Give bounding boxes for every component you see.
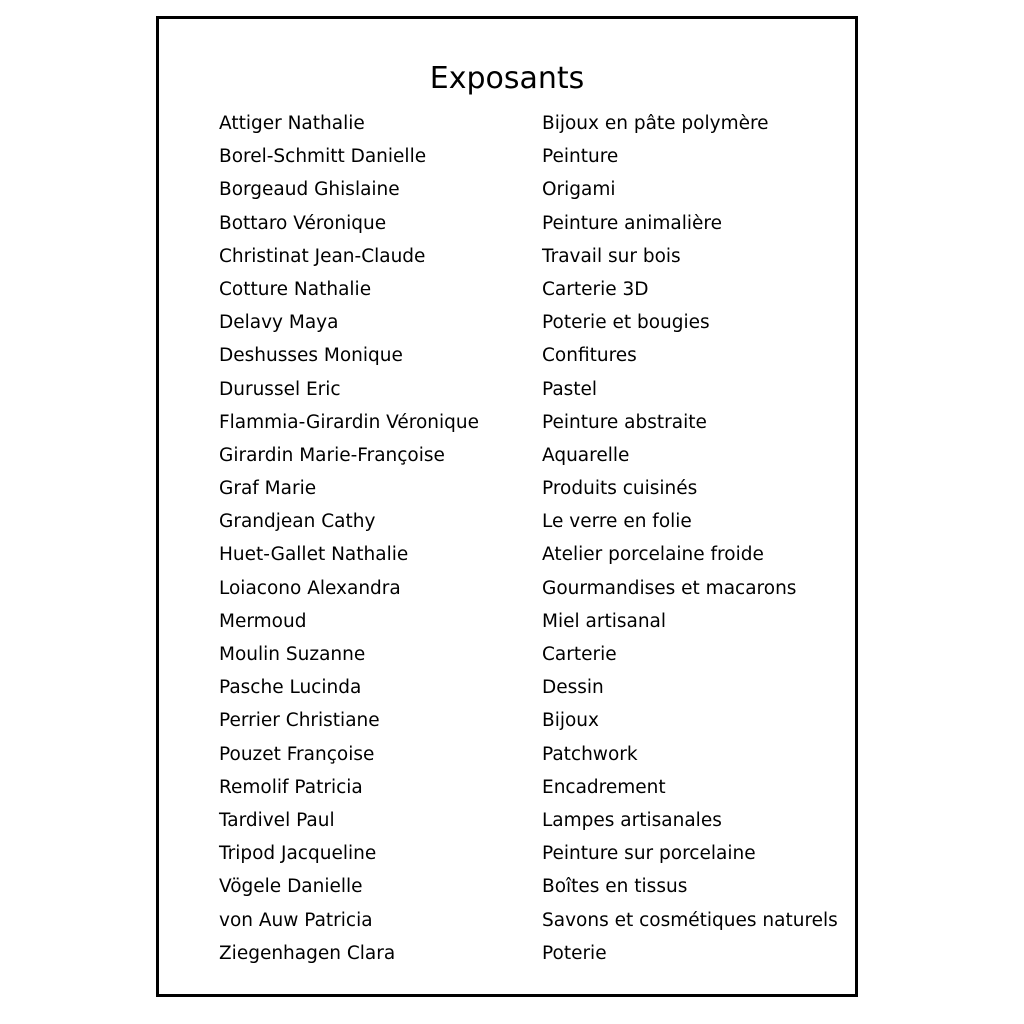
exhibitor-row	[219, 306, 839, 339]
exhibitor-row	[219, 572, 839, 605]
exhibitor-craft: Atelier porcelaine froide	[542, 544, 764, 566]
exhibitor-row	[219, 538, 839, 571]
exhibitor-craft: Peinture abstraite	[542, 411, 707, 433]
exhibitor-craft: Peinture	[542, 146, 619, 168]
exhibitor-row	[219, 904, 839, 937]
exhibitor-name: Cotture Nathalie	[219, 278, 372, 300]
exhibitor-row	[219, 870, 839, 903]
exhibitor-row	[219, 704, 839, 737]
exhibitor-row	[219, 140, 839, 173]
exhibitor-craft: Bijoux en pâte polymère	[542, 113, 769, 134]
exhibitor-row	[219, 107, 839, 140]
exhibitor-name: Attiger Nathalie	[219, 113, 365, 134]
exhibitor-craft: Peinture animalière	[542, 212, 722, 234]
exhibitor-name: Loiacono Alexandra	[219, 577, 401, 599]
exhibitor-row	[219, 771, 839, 804]
exhibitor-craft: Le verre en folie	[542, 511, 692, 533]
exhibitor-name: Bottaro Véronique	[219, 212, 387, 234]
exhibitor-row	[219, 738, 839, 771]
exhibitor-row	[219, 937, 839, 970]
exhibitor-name: Remolif Patricia	[219, 776, 363, 798]
exhibitor-craft: Lampes artisanales	[542, 809, 722, 831]
exhibitor-name: Delavy Maya	[219, 312, 339, 334]
exhibitor-name: Perrier Christiane	[219, 710, 380, 732]
exhibitor-craft: Poterie	[542, 942, 607, 964]
exhibitor-name: Graf Marie	[219, 478, 317, 500]
exhibitor-name: Flammia-Girardin Véronique	[219, 411, 480, 433]
exhibitor-row	[219, 638, 839, 671]
exhibitor-row	[219, 240, 839, 273]
exhibitor-row	[219, 339, 839, 372]
exhibitor-craft: Aquarelle	[542, 444, 630, 466]
exhibitor-craft: Bijoux	[542, 710, 599, 732]
exhibitor-name: Vögele Danielle	[219, 876, 363, 898]
exhibitor-name: Girardin Marie-Françoise	[219, 444, 445, 466]
exhibitor-craft: Gourmandises et macarons	[542, 577, 797, 599]
exhibitor-name: Mermoud	[219, 610, 307, 632]
exhibitor-list	[219, 107, 839, 970]
exhibitor-name: Tripod Jacqueline	[219, 843, 377, 865]
exhibitor-craft: Dessin	[542, 677, 604, 699]
page-frame	[156, 16, 858, 997]
exhibitor-name: Borel-Schmitt Danielle	[219, 146, 427, 168]
exhibitor-name: Grandjean Cathy	[219, 511, 376, 533]
exhibitor-name: Moulin Suzanne	[219, 644, 366, 665]
exhibitor-name: Pasche Lucinda	[219, 677, 362, 699]
exhibitor-name: Tardivel Paul	[219, 809, 335, 831]
exhibitor-name: Ziegenhagen Clara	[219, 942, 396, 964]
exhibitor-row	[219, 439, 839, 472]
exhibitor-craft: Peinture sur porcelaine	[542, 843, 756, 865]
exhibitor-craft: Savons et cosmétiques naturels	[542, 909, 838, 931]
exhibitor-row	[219, 406, 839, 439]
exhibitor-name: Huet-Gallet Nathalie	[219, 544, 409, 566]
exhibitor-row	[219, 207, 839, 240]
exhibitor-craft: Miel artisanal	[542, 610, 667, 632]
exhibitor-name: Deshusses Monique	[219, 345, 403, 367]
exhibitor-craft: Boîtes en tissus	[542, 876, 688, 898]
exhibitor-row	[219, 173, 839, 206]
exhibitor-craft: Carterie	[542, 644, 617, 665]
exhibitor-name: Durussel Eric	[219, 378, 341, 400]
exhibitor-name: Pouzet Françoise	[219, 743, 375, 765]
exhibitor-craft: Carterie 3D	[542, 278, 649, 300]
exhibitor-row	[219, 837, 839, 870]
exhibitor-craft: Pastel	[542, 378, 598, 400]
exhibitor-craft: Confitures	[542, 345, 637, 367]
exhibitor-name: Borgeaud Ghislaine	[219, 179, 400, 201]
exhibitor-row	[219, 505, 839, 538]
exhibitor-craft: Travail sur bois	[542, 245, 681, 267]
exhibitor-row	[219, 472, 839, 505]
exhibitor-row	[219, 273, 839, 306]
exhibitor-craft: Encadrement	[542, 776, 666, 798]
exhibitor-name: Christinat Jean-Claude	[219, 245, 426, 267]
exhibitor-craft: Poterie et bougies	[542, 312, 710, 334]
exhibitor-craft: Patchwork	[542, 743, 638, 765]
exhibitor-row	[219, 671, 839, 704]
exhibitor-craft: Origami	[542, 179, 616, 201]
exhibitor-name: von Auw Patricia	[219, 909, 373, 931]
exhibitor-craft: Produits cuisinés	[542, 478, 698, 500]
exhibitor-row	[219, 804, 839, 837]
page-title: Exposants	[429, 61, 585, 96]
exhibitor-row	[219, 605, 839, 638]
exhibitor-row	[219, 373, 839, 406]
